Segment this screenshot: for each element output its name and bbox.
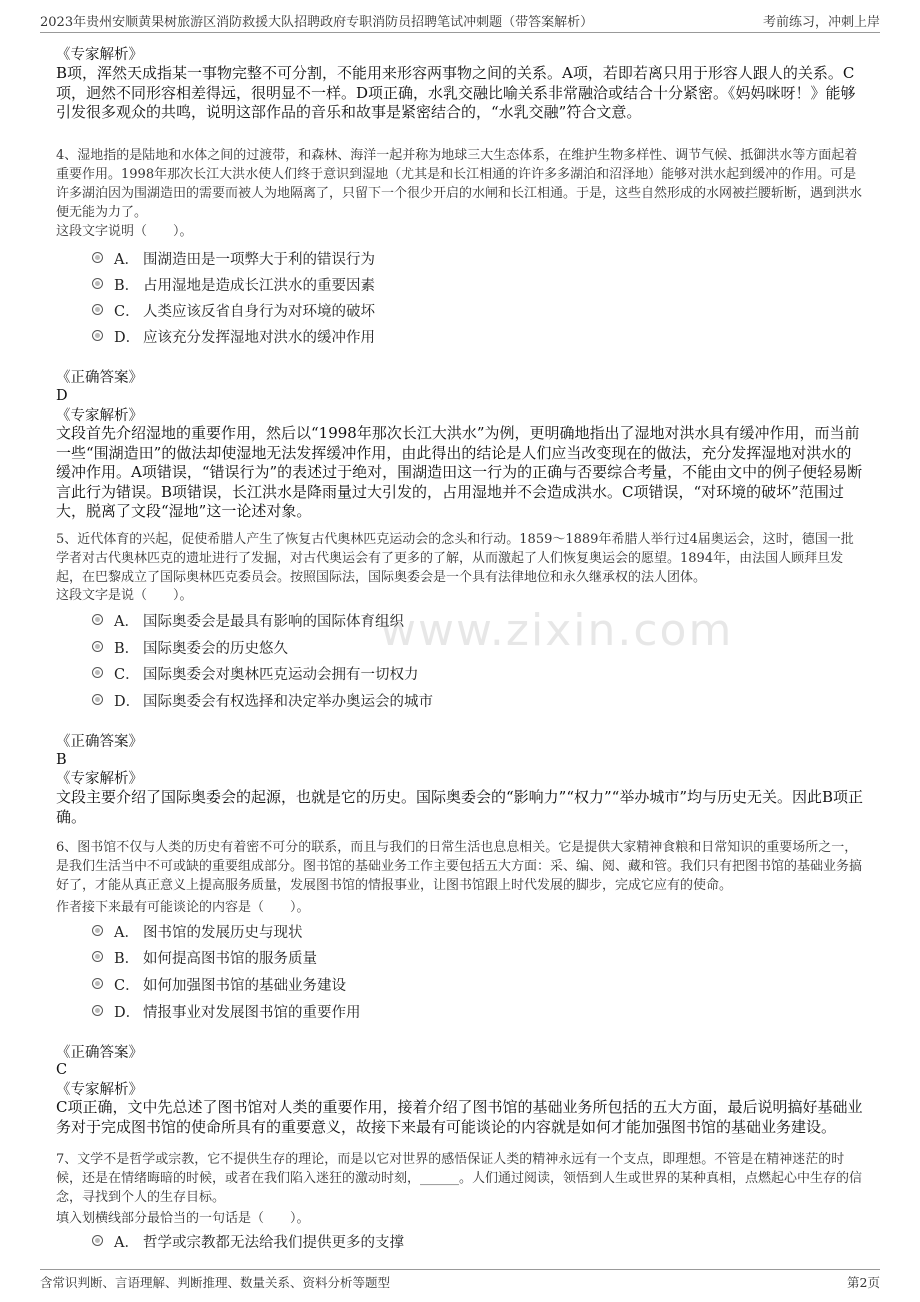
q7-option-a[interactable]: A． 哲学或宗教都无法给我们提供更多的支撑 [92, 1230, 792, 1252]
radio-icon[interactable] [92, 614, 103, 625]
q4-option-c[interactable]: C． 人类应该反省自身行为对环境的破坏 [92, 299, 792, 321]
q5-answer-label: 《正确答案》 [56, 734, 143, 750]
page-footer [40, 1269, 880, 1294]
q6-answer: C [56, 1062, 68, 1078]
q6-analysis-label: 《专家解析》 [56, 1082, 143, 1098]
q4-answer: D [56, 388, 68, 404]
q7-stem: 7、文学不是哲学或宗教，它不提供生存的理论，而是以它对世界的感悟保证人类的精神永远有一个支点，即理想。不管是在精神迷茫的时候，还是在情绪晦暗的时候，或者在我们陷入迷狂的激动时刻，______。人们通过阅读，领悟到人生或世界的某种真相，点燃起心中生存的信念，寻找到个人的生存目标。 [56, 1152, 863, 1205]
q6-answer-label: 《正确答案》 [56, 1045, 143, 1061]
q7-prompt: 填入划横线部分最恰当的一句话是（ ）。 [56, 1211, 310, 1226]
q6-stem: 6、图书馆不仅与人类的历史有着密不可分的联系，而且与我们的日常生活也息息相关。它是提供大家精神食粮和日常知识的重要场所之一，是我们生活当中不可或缺的重要组成部分。图书馆的基础业务工作主要包括五大方面：采、编、阅、藏和管。我们只有把图书馆的基础业务搞好了，才能从真正意义上提高服务质量，发展图书馆的情报事业，让图书馆跟上时代发展的脚步，完成它应有的使命。 [56, 840, 863, 893]
q3-analysis: B项，浑然天成指某一事物完整不可分割，不能用来形容两事物之间的关系。A项，若即若离只用于形容人跟人的关系。C项，迥然不同形容相差得远，很明显不一样。D项正确，水乳交融比喻关系非常融洽或结合十分紧密。《妈妈咪呀！》能够引发很多观众的共鸣，说明这部作品的音乐和故事是紧密结合的，“水乳交融”符合文意。 [56, 64, 856, 121]
q6-option-d[interactable]: D． 情报事业对发展图书馆的重要作用 [92, 1000, 792, 1022]
radio-icon[interactable] [92, 667, 103, 678]
q4-answer-label: 《正确答案》 [56, 370, 143, 386]
q5-option-b[interactable]: B． 国际奥委会的历史悠久 [92, 636, 792, 658]
radio-icon[interactable] [92, 252, 103, 263]
q4-analysis-label: 《专家解析》 [56, 408, 143, 424]
q5-option-d[interactable]: D． 国际奥委会有权选择和决定举办奥运会的城市 [92, 689, 792, 711]
footer-topics: 含常识判断、言语理解、判断推理、数量关系、资料分析等题型 [40, 1275, 391, 1290]
radio-icon[interactable] [92, 1005, 103, 1016]
q4-stem: 4、湿地指的是陆地和水体之间的过渡带，和森林、海洋一起并称为地球三大生态体系，在维护生物多样性、调节气候、抵御洪水等方面起着重要作用。1998年那次长江大洪水使人们终于意识到湿地（尤其是和长江相通的许许多多湖泊和沼泽地）能够对洪水起到缓冲的作用。可是许多湖泊因为围湖造田的需要而被人为地隔离了，只留下一个很少开启的水闸和长江相通。于是，这些自然形成的水网被拦腰斩断，遇到洪水便无能为力了。 [56, 148, 863, 220]
q4-prompt: 这段文字说明（ ）。 [56, 224, 193, 239]
radio-icon[interactable] [92, 330, 103, 341]
q5-option-a[interactable]: A． 国际奥委会是最具有影响的国际体育组织 [92, 609, 792, 631]
q4-option-a[interactable]: A． 围湖造田是一项弊大于利的错误行为 [92, 247, 792, 269]
radio-icon[interactable] [92, 278, 103, 289]
q5-analysis: 文段主要介绍了国际奥委会的起源，也就是它的历史。国际奥委会的“影响力”“权力”“举办城市”均与历史无关。因此B项正确。 [56, 788, 864, 826]
q6-option-a[interactable]: A． 图书馆的发展历史与现状 [92, 920, 792, 942]
q4-option-b[interactable]: B． 占用湿地是造成长江洪水的重要因素 [92, 273, 792, 295]
radio-icon[interactable] [92, 925, 103, 936]
radio-icon[interactable] [92, 1235, 103, 1246]
q3-analysis-label: 《专家解析》 [56, 47, 143, 63]
page-header [40, 8, 880, 33]
watermark: www.zixin.com [380, 605, 734, 656]
q6-prompt: 作者接下来最有可能谈论的内容是（ ）。 [56, 900, 310, 915]
document-title: 2023年贵州安顺黄果树旅游区消防救援大队招聘政府专职消防员招聘笔试冲刺题（带答案解析） [40, 15, 594, 30]
q5-analysis-label: 《专家解析》 [56, 771, 143, 787]
q6-option-b[interactable]: B． 如何提高图书馆的服务质量 [92, 946, 792, 968]
q4-option-d[interactable]: D． 应该充分发挥湿地对洪水的缓冲作用 [92, 325, 792, 347]
page-number: 第2页 [847, 1275, 880, 1290]
header-slogan: 考前练习，冲刺上岸 [762, 15, 880, 30]
q6-analysis: C项正确，文中先总述了图书馆对人类的重要作用，接着介绍了图书馆的基础业务所包括的五大方面，最后说明搞好基础业务对于完成图书馆的使命所具有的重要意义，故接下来最有可能谈论的内容就是如何才能加强图书馆的基础业务建设。 [56, 1098, 863, 1136]
radio-icon[interactable] [92, 978, 103, 989]
q6-option-c[interactable]: C． 如何加强图书馆的基础业务建设 [92, 973, 792, 995]
q4-analysis: 文段首先介绍湿地的重要作用，然后以“1998年那次长江大洪水”为例，更明确地指出了湿地对洪水具有缓冲作用，而当前一些“围湖造田”的做法却使湿地无法发挥缓冲作用，由此得出的结论是人们应当改变现在的做法，充分发挥湿地对洪水的缓冲作用。A项错误，“错误行为”的表述过于绝对，围湖造田这一行为的正确与否要综合考量，不能由文中的例子便轻易断言此行为错误。B项错误，长江洪水是降雨量过大引发的，占用湿地并不会造成洪水。C项错误，“对环境的破坏”范围过大，脱离了文段“湿地”这一论述对象。 [56, 424, 863, 520]
q5-option-c[interactable]: C． 国际奥委会对奥林匹克运动会拥有一切权力 [92, 662, 792, 684]
radio-icon[interactable] [92, 694, 103, 705]
radio-icon[interactable] [92, 951, 103, 962]
radio-icon[interactable] [92, 304, 103, 315]
q5-answer: B [56, 752, 67, 768]
q5-stem: 5、近代体育的兴起，促使希腊人产生了恢复古代奥林匹克运动会的念头和行动。1859～1889年希腊人举行过4届奥运会，这时，德国一批学者对古代奥林匹克的遗址进行了发掘，对古代奥运会有了更多的了解，从而激起了人们恢复奥运会的愿望。1894年，由法国人顾拜旦发起，在巴黎成立了国际奥林匹克委员会。按照国际法，国际奥委会是一个具有法律地位和永久继承权的法人团体。 [56, 532, 854, 585]
radio-icon[interactable] [92, 641, 103, 652]
q5-prompt: 这段文字是说（ ）。 [56, 588, 193, 603]
